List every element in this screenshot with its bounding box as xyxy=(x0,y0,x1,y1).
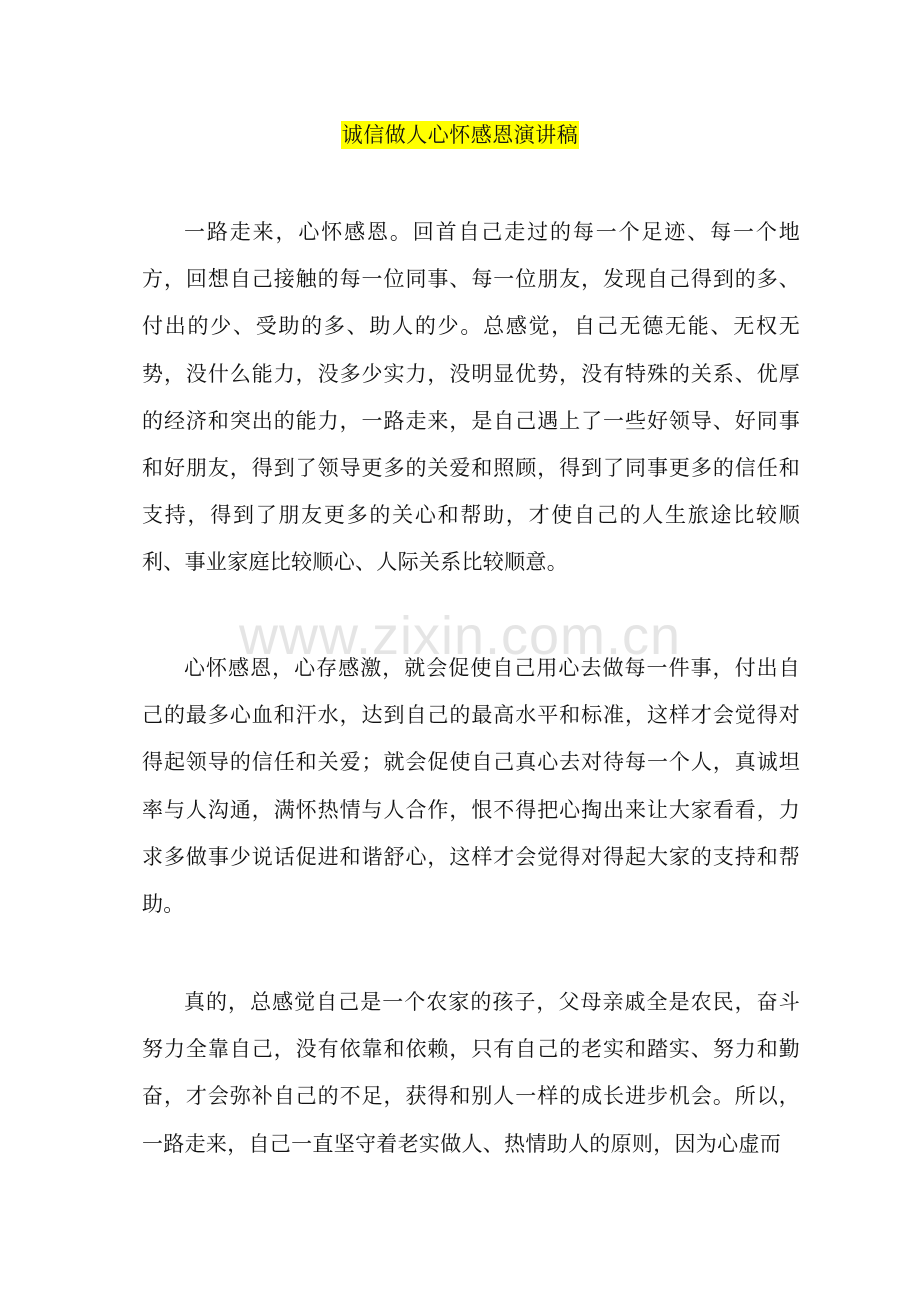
document-title: 诚信做人心怀感恩演讲稿 xyxy=(341,123,579,147)
title-container xyxy=(0,121,920,149)
paragraph-1: 一路走来，心怀感恩。回首自己走过的每一个足迹、每一个地方，回想自己接触的每一位同事、每一位朋友，发现自己得到的多、付出的少、受助的多、助人的少。总感觉，自己无德无能、无权无势，没什么能力，没多少实力，没明显优势，没有特殊的关系、优厚的经济和突出的能力，一路走来，是自己遇上了一些好领导、好同事和好朋友，得到了领导更多的关爱和照顾，得到了同事更多的信任和支持，得到了朋友更多的关心和帮助，才使自己的人生旅途比较顺利、事业家庭比较顺心、人际关系比较顺意。 xyxy=(142,220,800,575)
watermark-text: www.zixin.com.cn xyxy=(238,606,682,666)
paragraph-3: 真的，总感觉自己是一个农家的孩子，父母亲戚全是农民，奋斗努力全靠自己，没有依靠和依赖，只有自己的老实和踏实、努力和勤奋，才会弥补自己的不足，获得和别人一样的成长进步机会。所以，一路走来，自己一直坚守着老实做人、热情助人的原则，因为心虚而 xyxy=(142,990,800,1156)
paragraph-2: 心怀感恩，心存感激，就会促使自己用心去做每一件事，付出自己的最多心血和汗水，达到自己的最高水平和标准，这样才会觉得对得起领导的信任和关爱；就会促使自己真心去对待每一个人，真诚坦率与人沟通，满怀热情与人合作，恨不得把心掏出来让大家看看，力求多做事少说话促进和谐舒心，这样才会觉得对得起大家的支持和帮助。 xyxy=(142,656,800,917)
